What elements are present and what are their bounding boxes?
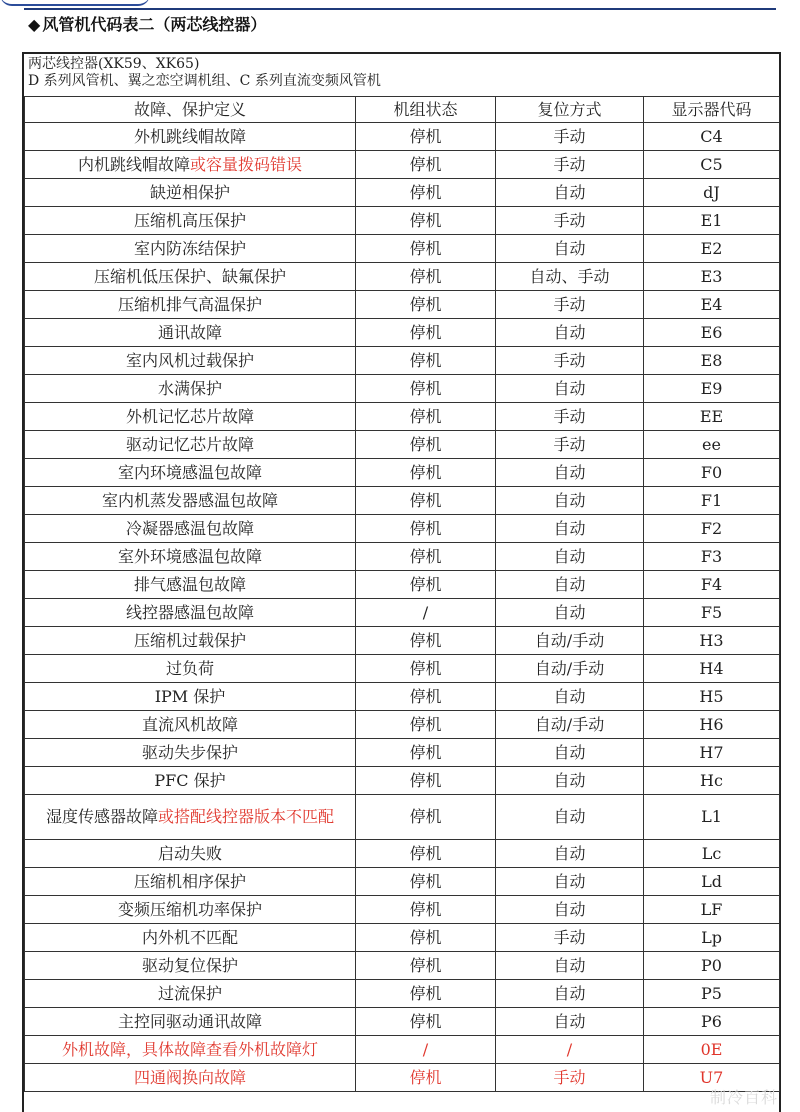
fault-definition — [25, 571, 356, 599]
display-code: dJ — [644, 179, 780, 207]
display-code: E9 — [644, 375, 780, 403]
table-row — [25, 924, 780, 952]
display-code: E6 — [644, 319, 780, 347]
table-header-row — [25, 97, 780, 123]
controller-model: 两芯线控器(XK59、XK65) — [28, 56, 200, 72]
table-row — [25, 1036, 780, 1064]
fault-definition — [25, 263, 356, 291]
table-row — [25, 207, 780, 235]
fault-definition — [25, 952, 356, 980]
fault-definition-text: PFC 保护 — [154, 770, 226, 790]
display-code: E8 — [644, 347, 780, 375]
display-code: Ld — [644, 868, 780, 896]
watermark: 制冷百科 — [709, 1088, 778, 1107]
unit-state: 停机 — [356, 235, 496, 263]
table-row — [25, 515, 780, 543]
error-code-table — [24, 96, 780, 1092]
table-row — [25, 235, 780, 263]
display-code: F1 — [644, 487, 780, 515]
unit-state: 停机 — [356, 924, 496, 952]
table-row — [25, 739, 780, 767]
fault-definition-text: 压缩机排气高温保护 — [117, 294, 262, 314]
fault-definition — [25, 515, 356, 543]
fault-definition-text: 外机跳线帽故障 — [133, 126, 246, 146]
display-code: H5 — [644, 683, 780, 711]
unit-state: 停机 — [356, 952, 496, 980]
unit-state: 停机 — [356, 403, 496, 431]
display-code: P6 — [644, 1008, 780, 1036]
unit-state: 停机 — [356, 319, 496, 347]
fault-definition-text: 水满保护 — [157, 378, 222, 398]
reset-mode: 手动 — [496, 151, 644, 179]
fault-definition — [25, 980, 356, 1008]
fault-definition-text: 主控同驱动通讯故障 — [117, 1011, 262, 1031]
fault-definition — [25, 924, 356, 952]
table-row — [25, 868, 780, 896]
reset-mode: 自动 — [496, 375, 644, 403]
applicable-series: D 系列风管机、翼之恋空调机组、C 系列直流变频风管机 — [28, 73, 381, 89]
fault-definition — [25, 868, 356, 896]
fault-definition — [25, 431, 356, 459]
reset-mode: 自动 — [496, 319, 644, 347]
unit-state: 停机 — [356, 375, 496, 403]
reset-mode: 手动 — [496, 431, 644, 459]
unit-state: 停机 — [356, 739, 496, 767]
table-row — [25, 655, 780, 683]
unit-state: / — [356, 599, 496, 627]
controller-info — [24, 54, 779, 96]
fault-definition — [25, 375, 356, 403]
unit-state: 停机 — [356, 263, 496, 291]
reset-mode: 自动 — [496, 896, 644, 924]
table-row — [25, 571, 780, 599]
reset-mode: 自动 — [496, 179, 644, 207]
reset-mode: / — [496, 1036, 644, 1064]
fault-definition — [25, 795, 356, 840]
fault-definition-note: 四通阀换向故障 — [133, 1067, 246, 1087]
reset-mode: 手动 — [496, 403, 644, 431]
fault-definition — [25, 151, 356, 179]
table-row — [25, 795, 780, 840]
unit-state: 停机 — [356, 151, 496, 179]
fault-definition — [25, 711, 356, 739]
fault-definition-text: 压缩机过载保护 — [133, 630, 246, 650]
unit-state: 停机 — [356, 711, 496, 739]
reset-mode: 手动 — [496, 291, 644, 319]
display-code: H7 — [644, 739, 780, 767]
display-code: F5 — [644, 599, 780, 627]
fault-definition-text: 内机跳线帽故障 — [77, 154, 190, 174]
reset-mode: 手动 — [496, 207, 644, 235]
fault-definition — [25, 627, 356, 655]
fault-definition — [25, 840, 356, 868]
fault-definition-text: 压缩机低压保护、缺氟保护 — [93, 266, 286, 286]
fault-definition-text: 缺逆相保护 — [149, 182, 230, 202]
display-code: EE — [644, 403, 780, 431]
unit-state: 停机 — [356, 543, 496, 571]
reset-mode: 自动 — [496, 795, 644, 840]
table-row — [25, 1008, 780, 1036]
fault-definition-note: 外机故障，具体故障查看外机故障灯 — [61, 1039, 318, 1059]
fault-definition — [25, 235, 356, 263]
fault-definition-text: 驱动复位保护 — [141, 955, 238, 975]
header-unit-state: 机组状态 — [356, 97, 496, 123]
display-code: E1 — [644, 207, 780, 235]
unit-state: 停机 — [356, 627, 496, 655]
fault-definition — [25, 459, 356, 487]
reset-mode: 自动/手动 — [496, 627, 644, 655]
table-row — [25, 263, 780, 291]
display-code: 0E — [644, 1036, 780, 1064]
fault-definition — [25, 487, 356, 515]
display-code: E4 — [644, 291, 780, 319]
unit-state: 停机 — [356, 571, 496, 599]
unit-state: 停机 — [356, 840, 496, 868]
reset-mode: 自动 — [496, 599, 644, 627]
fault-definition-text: 线控器感温包故障 — [125, 602, 254, 622]
display-code: F2 — [644, 515, 780, 543]
reset-mode: 手动 — [496, 1064, 644, 1092]
fault-definition — [25, 403, 356, 431]
unit-state: 停机 — [356, 487, 496, 515]
unit-state: 停机 — [356, 291, 496, 319]
fault-definition-text: 启动失败 — [157, 843, 222, 863]
unit-state: 停机 — [356, 980, 496, 1008]
fault-definition — [25, 1036, 356, 1064]
table-row — [25, 683, 780, 711]
unit-state: 停机 — [356, 123, 496, 151]
table-row — [25, 431, 780, 459]
display-code: H4 — [644, 655, 780, 683]
reset-mode: 自动 — [496, 487, 644, 515]
fault-definition — [25, 599, 356, 627]
display-code: P0 — [644, 952, 780, 980]
fault-definition-text: 室内机蒸发器感温包故障 — [101, 490, 278, 510]
fault-definition-text: 湿度传感器故障 — [45, 807, 158, 826]
fault-definition — [25, 291, 356, 319]
table-row — [25, 151, 780, 179]
display-code: L1 — [644, 795, 780, 840]
table-row — [25, 1064, 780, 1092]
table-row — [25, 403, 780, 431]
table-row — [25, 767, 780, 795]
table-row — [25, 599, 780, 627]
unit-state: 停机 — [356, 179, 496, 207]
fault-definition-text: 压缩机相序保护 — [133, 871, 246, 891]
display-code: E3 — [644, 263, 780, 291]
reset-mode: 自动 — [496, 543, 644, 571]
reset-mode: 手动 — [496, 347, 644, 375]
fault-definition-text: 驱动失步保护 — [141, 742, 238, 762]
reset-mode: 自动/手动 — [496, 655, 644, 683]
unit-state: 停机 — [356, 1064, 496, 1092]
unit-state: / — [356, 1036, 496, 1064]
header-reset-mode: 复位方式 — [496, 97, 644, 123]
fault-definition-text: 排气感温包故障 — [133, 574, 246, 594]
table-row — [25, 375, 780, 403]
fault-definition — [25, 683, 356, 711]
fault-definition — [25, 179, 356, 207]
unit-state: 停机 — [356, 347, 496, 375]
page-title — [28, 12, 266, 38]
fault-definition-text: 通讯故障 — [157, 322, 222, 342]
unit-state: 停机 — [356, 207, 496, 235]
unit-state: 停机 — [356, 683, 496, 711]
header-definition: 故障、保护定义 — [25, 97, 356, 123]
display-code: ee — [644, 431, 780, 459]
fault-definition-text: 室内风机过载保护 — [125, 350, 254, 370]
display-code: F4 — [644, 571, 780, 599]
fault-definition-note: 或搭配线控器版本不匹配 — [158, 807, 335, 826]
fault-definition — [25, 543, 356, 571]
table-row — [25, 179, 780, 207]
unit-state: 停机 — [356, 655, 496, 683]
reset-mode: 自动 — [496, 1008, 644, 1036]
unit-state: 停机 — [356, 795, 496, 840]
fault-definition — [25, 123, 356, 151]
display-code: E2 — [644, 235, 780, 263]
fault-definition-text: 内外机不匹配 — [141, 927, 238, 947]
fault-definition-text: 室内环境感温包故障 — [117, 462, 262, 482]
display-code: H6 — [644, 711, 780, 739]
reset-mode: 自动 — [496, 683, 644, 711]
fault-definition-text: 压缩机高压保护 — [133, 210, 246, 230]
reset-mode: 自动 — [496, 767, 644, 795]
reset-mode: 自动 — [496, 459, 644, 487]
fault-definition-text: 外机记忆芯片故障 — [125, 406, 254, 426]
fault-definition-text: 驱动记忆芯片故障 — [125, 434, 254, 454]
table-row — [25, 459, 780, 487]
fault-definition — [25, 207, 356, 235]
fault-definition-text: 过流保护 — [157, 983, 222, 1003]
reset-mode: 手动 — [496, 924, 644, 952]
reset-mode: 自动 — [496, 952, 644, 980]
table-row — [25, 319, 780, 347]
unit-state: 停机 — [356, 868, 496, 896]
display-code: C4 — [644, 123, 780, 151]
table-row — [25, 291, 780, 319]
display-code: P5 — [644, 980, 780, 1008]
table-row — [25, 543, 780, 571]
reset-mode: 自动、手动 — [496, 263, 644, 291]
unit-state: 停机 — [356, 1008, 496, 1036]
display-code: U7 — [644, 1064, 780, 1092]
reset-mode: 自动 — [496, 980, 644, 1008]
display-code: H3 — [644, 627, 780, 655]
reset-mode: 手动 — [496, 123, 644, 151]
fault-definition — [25, 739, 356, 767]
reset-mode: 自动 — [496, 235, 644, 263]
table-row — [25, 896, 780, 924]
display-code: Lc — [644, 840, 780, 868]
fault-definition-text: 变频压缩机功率保护 — [117, 899, 262, 919]
fault-definition — [25, 347, 356, 375]
unit-state: 停机 — [356, 515, 496, 543]
fault-definition-text: 室外环境感温包故障 — [117, 546, 262, 566]
table-row — [25, 123, 780, 151]
reset-mode: 自动 — [496, 868, 644, 896]
header-decoration — [0, 0, 150, 6]
table-row — [25, 627, 780, 655]
code-table-sheet — [22, 52, 781, 1112]
reset-mode: 自动 — [496, 571, 644, 599]
table-row — [25, 711, 780, 739]
reset-mode: 自动 — [496, 840, 644, 868]
display-code: F3 — [644, 543, 780, 571]
unit-state: 停机 — [356, 431, 496, 459]
header-display-code: 显示器代码 — [644, 97, 780, 123]
table-row — [25, 487, 780, 515]
fault-definition-text: 冷凝器感温包故障 — [125, 518, 254, 538]
page-title-text: 风管机代码表二（两芯线控器） — [42, 15, 267, 34]
fault-definition-text: 直流风机故障 — [141, 714, 238, 734]
table-row — [25, 840, 780, 868]
fault-definition — [25, 1008, 356, 1036]
unit-state: 停机 — [356, 767, 496, 795]
unit-state: 停机 — [356, 896, 496, 924]
table-row — [25, 347, 780, 375]
reset-mode: 自动 — [496, 515, 644, 543]
fault-definition-note: 或容量拨码错误 — [190, 154, 303, 174]
fault-definition — [25, 319, 356, 347]
fault-definition — [25, 896, 356, 924]
reset-mode: 自动 — [496, 739, 644, 767]
display-code: Lp — [644, 924, 780, 952]
header-rule — [24, 8, 776, 10]
fault-definition — [25, 767, 356, 795]
unit-state: 停机 — [356, 459, 496, 487]
display-code: C5 — [644, 151, 780, 179]
display-code: LF — [644, 896, 780, 924]
fault-definition-text: 室内防冻结保护 — [133, 238, 246, 258]
display-code: F0 — [644, 459, 780, 487]
fault-definition — [25, 1064, 356, 1092]
table-row — [25, 952, 780, 980]
fault-definition — [25, 655, 356, 683]
display-code: Hc — [644, 767, 780, 795]
table-row — [25, 980, 780, 1008]
fault-definition-text: IPM 保护 — [154, 686, 226, 706]
reset-mode: 自动/手动 — [496, 711, 644, 739]
diamond-bullet-icon: ◆ — [28, 15, 41, 34]
fault-definition-text: 过负荷 — [165, 658, 214, 678]
